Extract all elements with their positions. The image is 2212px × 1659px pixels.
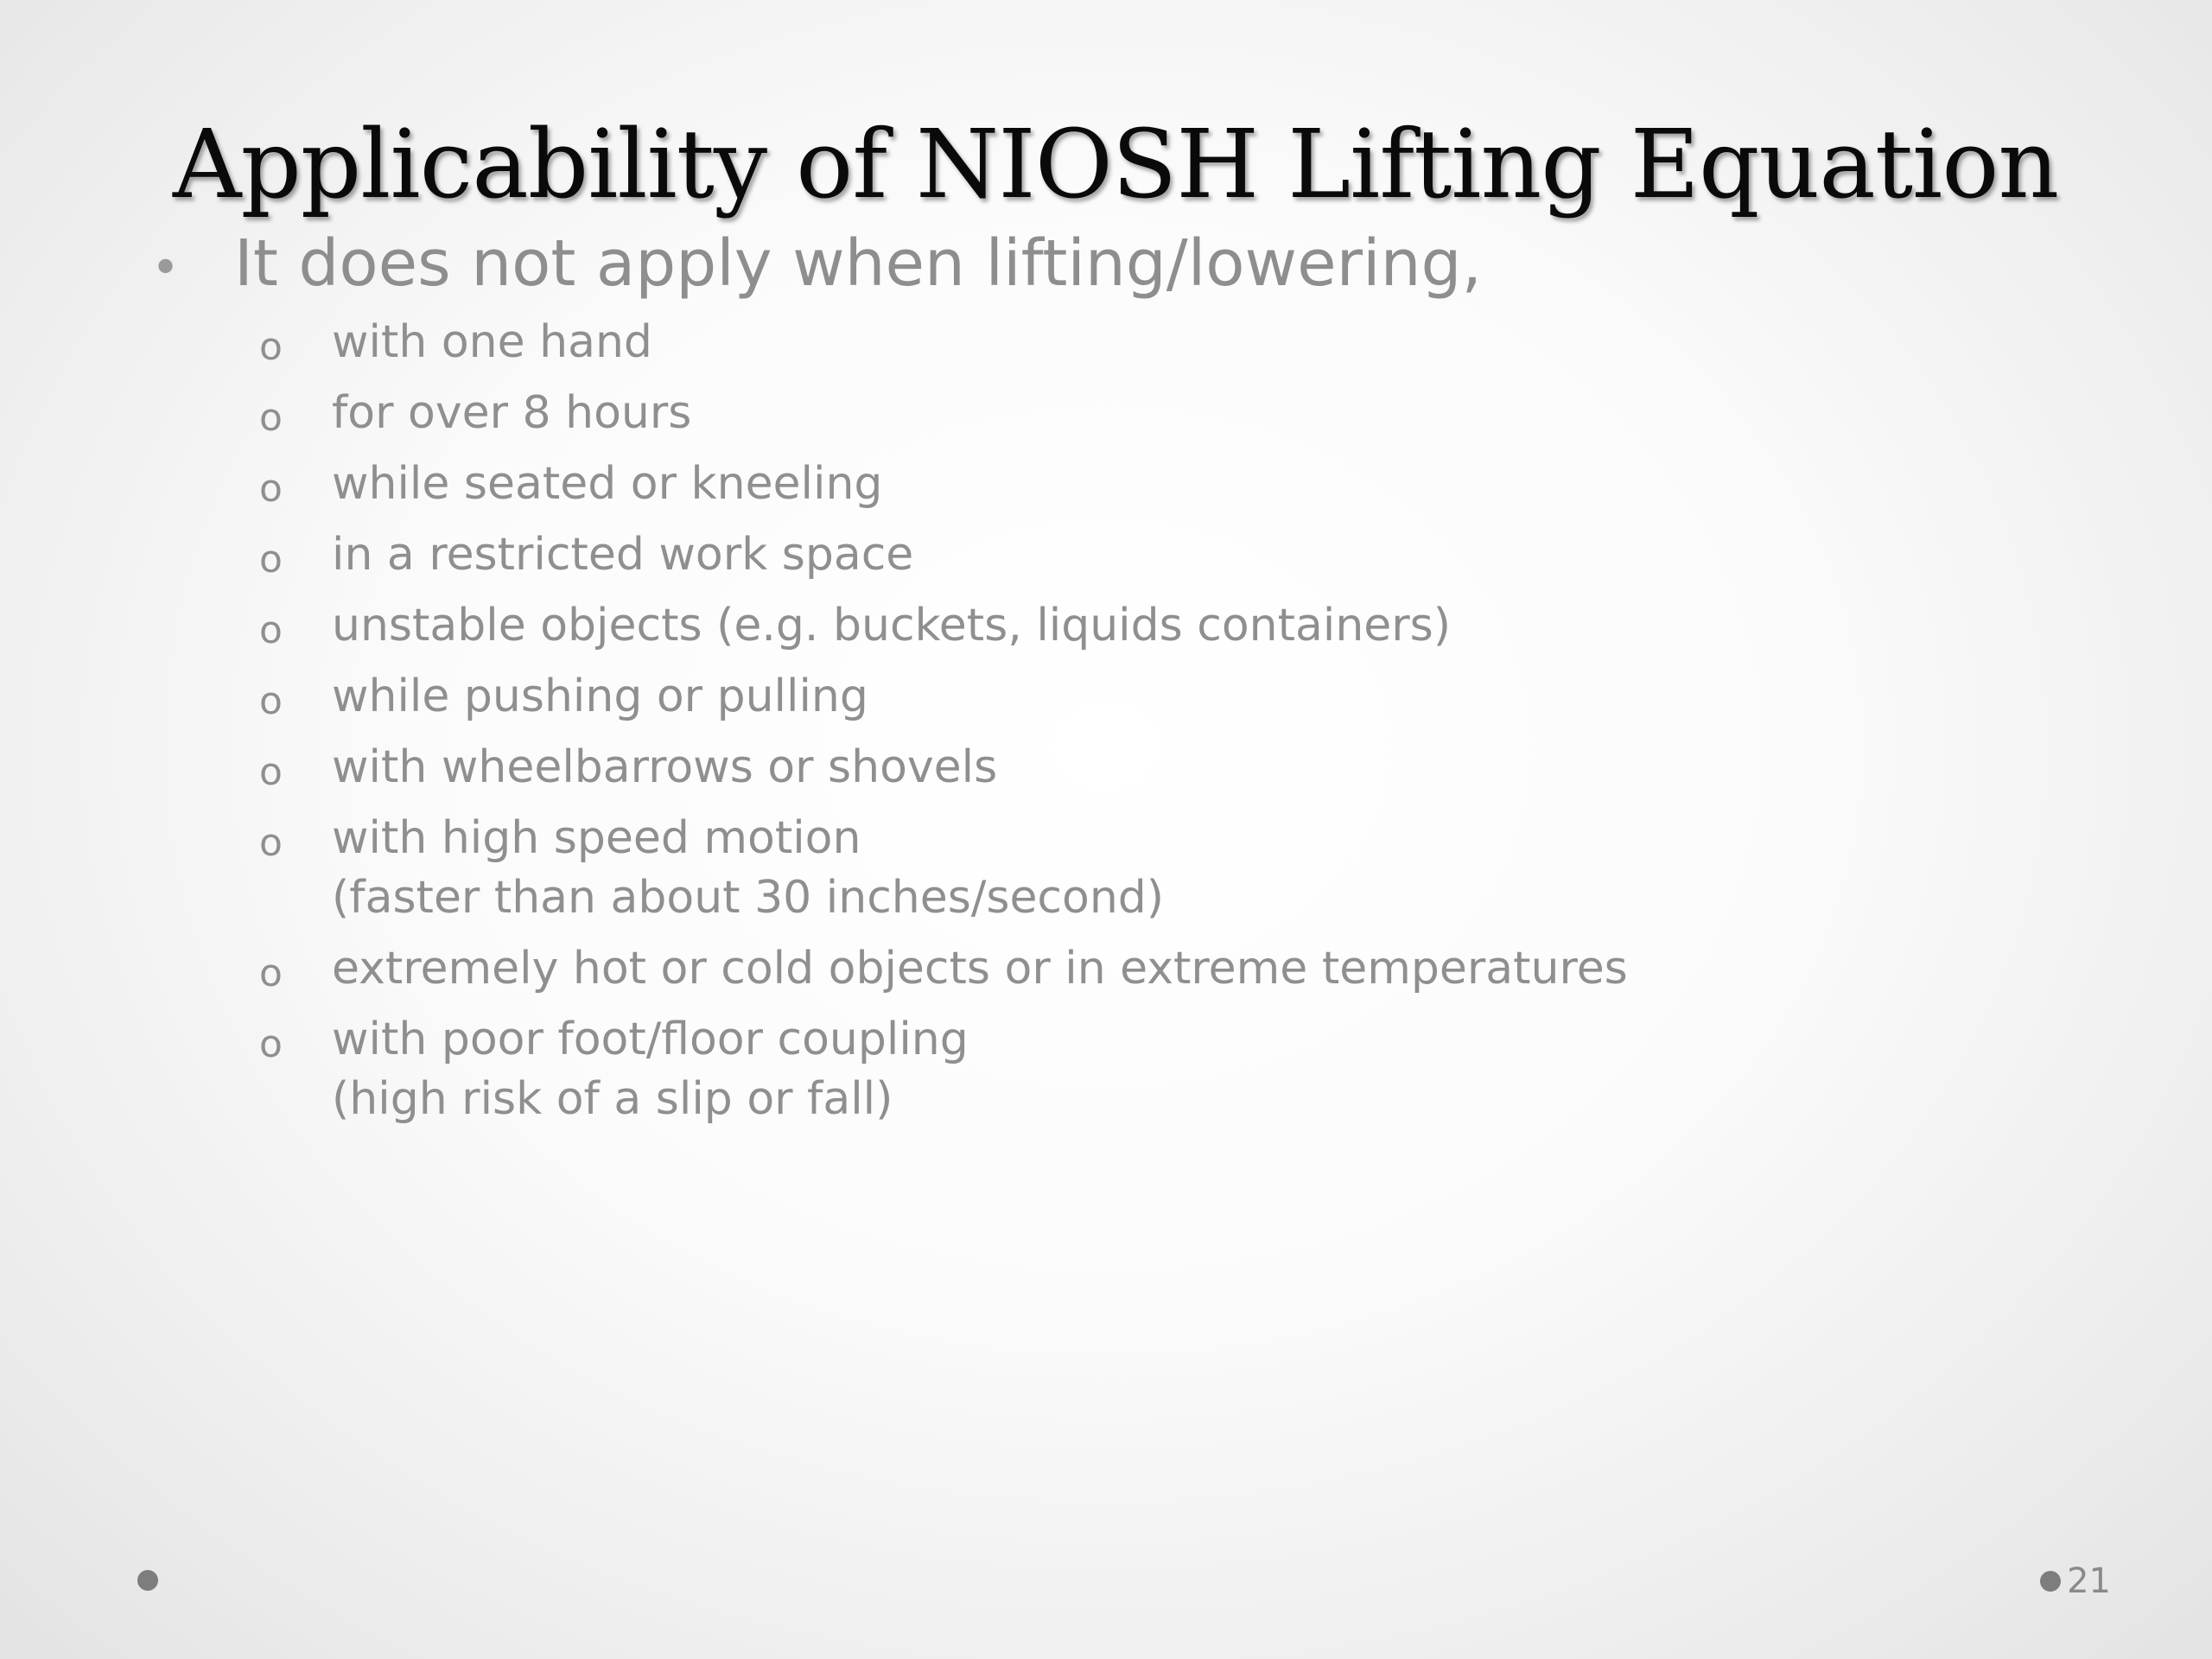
sub-bullet-text: extremely hot or cold objects or in extreme temperatures xyxy=(332,943,1628,995)
circle-bullet-icon: o xyxy=(259,608,283,652)
circle-bullet-icon: o xyxy=(259,821,283,865)
sub-bullet-item xyxy=(259,525,1628,585)
footer-dot-icon xyxy=(137,1570,158,1591)
sub-bullet-item xyxy=(259,1010,1628,1129)
circle-bullet-icon: o xyxy=(259,750,283,794)
sub-bullet-text: for over 8 hours xyxy=(332,387,692,439)
sub-bullet-continuation: (faster than about 30 inches/second) xyxy=(332,872,1165,924)
sub-bullet-continuation: (high risk of a slip or fall) xyxy=(332,1073,893,1125)
sub-bullet-item xyxy=(259,596,1628,656)
page-dot-icon xyxy=(2040,1571,2061,1592)
page-number-area xyxy=(2040,1560,2111,1602)
circle-bullet-icon: o xyxy=(259,537,283,582)
sub-bullet-text: with poor foot/floor coupling xyxy=(332,1014,969,1065)
circle-bullet-icon: o xyxy=(259,396,283,440)
sub-bullet-text: with one hand xyxy=(332,316,652,368)
slide-title: Applicability of NIOSH Lifting Equation xyxy=(173,109,2059,219)
sub-bullet-item xyxy=(259,384,1628,443)
circle-bullet-icon: o xyxy=(259,325,283,369)
sub-bullet-item xyxy=(259,939,1628,999)
circle-bullet-icon: o xyxy=(259,679,283,723)
sub-bullet-item xyxy=(259,313,1628,372)
sub-bullet-text: unstable objects (e.g. buckets, liquids containers) xyxy=(332,600,1452,652)
sub-bullet-text: in a restricted work space xyxy=(332,529,914,581)
page-number: 21 xyxy=(2067,1561,2111,1601)
sub-bullet-item xyxy=(259,667,1628,727)
circle-bullet-icon: o xyxy=(259,1022,283,1066)
circle-bullet-icon: o xyxy=(259,467,283,511)
sub-bullet-item xyxy=(259,454,1628,514)
sub-bullet-item xyxy=(259,809,1628,928)
circle-bullet-icon: o xyxy=(259,951,283,995)
sub-bullet-text: while pushing or pulling xyxy=(332,671,868,722)
sub-bullet-list xyxy=(259,313,1628,1141)
sub-bullet-item xyxy=(259,738,1628,798)
bullet-dot-icon: • xyxy=(151,240,181,296)
sub-bullet-text: with wheelbarrows or shovels xyxy=(332,741,998,793)
sub-bullet-text: while seated or kneeling xyxy=(332,458,883,510)
sub-bullet-text: with high speed motion xyxy=(332,812,861,864)
main-bullet-text: It does not apply when lifting/lowering, xyxy=(234,226,1482,301)
